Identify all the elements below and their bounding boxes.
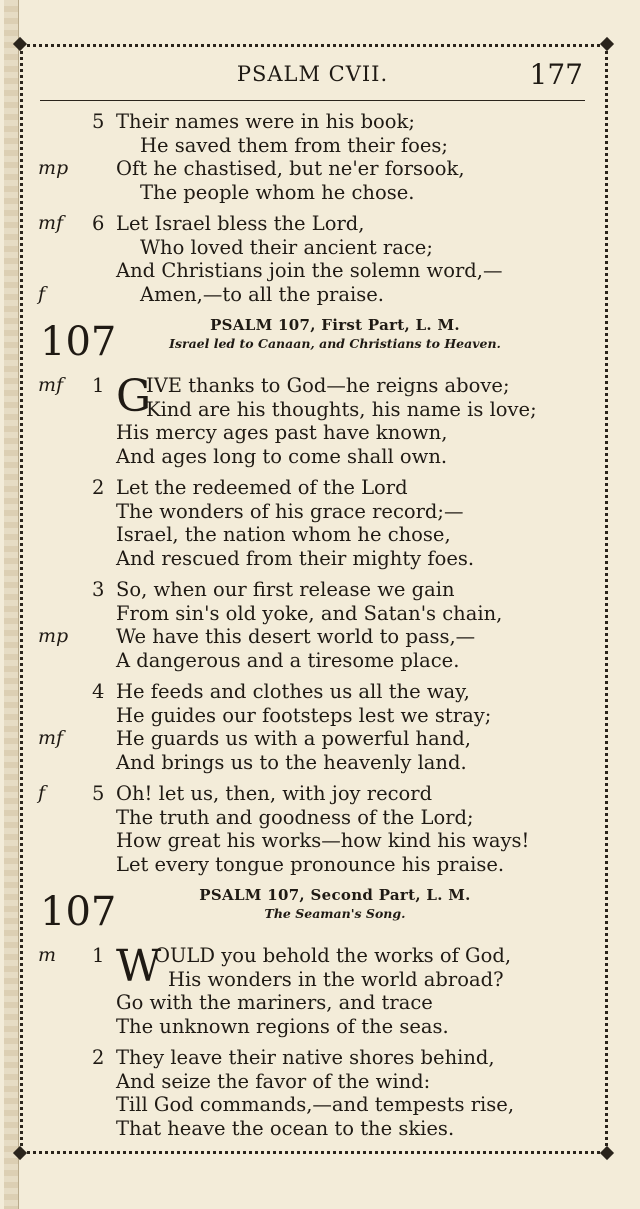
verse-line	[30, 806, 570, 830]
verse-line	[30, 1015, 570, 1039]
line-text: The unknown regions of the seas.	[116, 1014, 449, 1038]
verse-line	[30, 212, 570, 236]
verse-line	[30, 1117, 570, 1141]
verse-line	[30, 181, 570, 205]
verse-number: 6	[92, 212, 105, 235]
hymn-title: PSALM 107, First Part, L. M.	[210, 316, 460, 334]
line-text: Amen,—to all the praise.	[140, 282, 384, 306]
line-text: Kind are his thoughts, his name is love;	[146, 397, 537, 421]
verse-line	[30, 547, 570, 571]
drop-cap: G	[116, 371, 152, 422]
line-text: Israel, the nation whom he chose,	[116, 523, 451, 546]
line-text: And brings us to the heavenly land.	[116, 750, 467, 774]
verse-line	[30, 782, 570, 806]
line-text: The truth and goodness of the Lord;	[116, 805, 474, 829]
line-text: Who loved their ancient race;	[140, 235, 433, 259]
line-text: Till God commands,—and tempests rise,	[116, 1093, 515, 1116]
line-text: OULD you behold the works of God,	[154, 944, 512, 967]
verse-number: 4	[92, 680, 105, 703]
line-text: They leave their native shores behind,	[116, 1046, 495, 1069]
verse-line	[30, 500, 570, 524]
line-text: He guides our footsteps lest we stray;	[116, 703, 492, 727]
hymn-subtitle: The Seaman's Song.	[264, 906, 406, 921]
verse-number: 2	[92, 1046, 105, 1069]
verse-line	[30, 398, 570, 422]
verse-line	[30, 751, 570, 775]
line-text: His wonders in the world abroad?	[168, 967, 504, 991]
line-text: So, when our first release we gain	[116, 578, 455, 601]
stanza	[30, 782, 570, 876]
line-text: He saved them from their foes;	[140, 133, 448, 157]
line-text: IVE thanks to God—he reigns above;	[146, 374, 510, 397]
hymn-number: 107	[40, 889, 117, 935]
line-text: Go with the mariners, and trace	[116, 991, 433, 1014]
dynamic-marking: m	[38, 944, 57, 966]
verse-line	[30, 1093, 570, 1117]
verse-line	[30, 625, 570, 649]
hymn-heading	[30, 314, 570, 372]
verse-line	[30, 1070, 570, 1094]
dynamic-marking: mf	[38, 374, 64, 396]
stanza	[30, 476, 570, 570]
page-number: 177	[529, 58, 583, 91]
dynamic-marking: mf	[38, 212, 64, 234]
line-text: And seize the favor of the wind:	[116, 1069, 431, 1093]
line-text: He feeds and clothes us all the way,	[116, 680, 470, 703]
line-text: That heave the ocean to the skies.	[116, 1116, 455, 1140]
line-text: Oft he chastised, but ne'er forsook,	[116, 157, 465, 180]
verse-number: 5	[92, 110, 105, 133]
dynamic-marking: mp	[38, 157, 69, 179]
verse-line	[30, 476, 570, 500]
verse-line	[30, 968, 570, 992]
verse-line	[30, 259, 570, 283]
verse-line	[30, 727, 570, 751]
line-text: And ages long to come shall own.	[116, 444, 448, 468]
running-title: PSALM CVII.	[236, 62, 389, 86]
line-text: Let the redeemed of the Lord	[116, 476, 408, 499]
verse-line	[30, 829, 570, 853]
dynamic-marking: f	[38, 782, 46, 804]
line-text: Oh! let us, then, with joy record	[116, 782, 433, 805]
verse-line	[30, 110, 570, 134]
stanza	[30, 941, 570, 1038]
verse-number: 2	[92, 476, 105, 499]
line-text: Their names were in his book;	[116, 110, 415, 133]
stanza	[30, 578, 570, 672]
verse-line	[30, 236, 570, 260]
verse-line	[30, 134, 570, 158]
verse-number: 3	[92, 578, 105, 601]
line-text: And rescued from their mighty foes.	[116, 546, 475, 570]
drop-cap: W	[116, 941, 162, 992]
verse-line	[30, 283, 570, 307]
hymn-title: PSALM 107, Second Part, L. M.	[199, 886, 471, 904]
hymn-subtitle: Israel led to Canaan, and Christians to Heaven.	[169, 336, 501, 351]
book-spine-edge	[4, 0, 19, 1209]
hymn-number: 107	[40, 319, 117, 365]
verse-line	[30, 421, 570, 445]
stanza	[30, 680, 570, 774]
line-text: The wonders of his grace record;—	[116, 499, 464, 523]
dynamic-marking: mp	[38, 625, 69, 647]
verse-line	[30, 578, 570, 602]
stanza	[30, 1046, 570, 1140]
verse-line	[30, 991, 570, 1015]
verse-number: 1	[92, 944, 105, 967]
line-text: And Christians join the solemn word,—	[116, 259, 503, 282]
line-text: From sin's old yoke, and Satan's chain,	[116, 601, 503, 625]
verse-number: 5	[92, 782, 105, 805]
line-text: He guards us with a powerful hand,	[116, 727, 471, 750]
line-text: How great his works—how kind his ways!	[116, 829, 530, 852]
verse-line	[30, 602, 570, 626]
stanza	[30, 371, 570, 468]
verse-line	[30, 1046, 570, 1070]
stanza	[30, 110, 570, 204]
verse-line	[30, 157, 570, 181]
line-text: We have this desert world to pass,—	[116, 625, 476, 648]
verse-line	[30, 445, 570, 469]
dynamic-marking: f	[38, 282, 46, 305]
verse-line	[30, 704, 570, 728]
dynamic-marking: mf	[38, 727, 64, 749]
verse-line	[30, 853, 570, 877]
line-text: Let Israel bless the Lord,	[116, 212, 365, 235]
verse-line	[30, 680, 570, 704]
page-content	[30, 110, 570, 1148]
page-header	[40, 60, 585, 101]
verse-number: 1	[92, 374, 105, 397]
hymn-heading	[30, 884, 570, 942]
line-text: His mercy ages past have known,	[116, 421, 448, 444]
line-text: Let every tongue pronounce his praise.	[116, 852, 505, 876]
verse-line	[30, 649, 570, 673]
line-text: A dangerous and a tiresome place.	[116, 648, 460, 672]
verse-line	[30, 523, 570, 547]
line-text: The people whom he chose.	[140, 180, 415, 204]
stanza	[30, 212, 570, 306]
